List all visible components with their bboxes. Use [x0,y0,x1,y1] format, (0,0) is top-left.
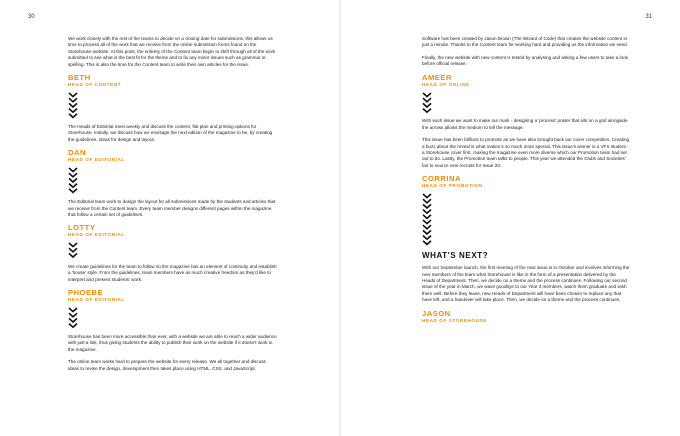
chevron-down-icon [423,98,431,102]
chevron-stack-svg [68,307,78,330]
chevron-down-icon [69,179,77,183]
corrina-role: HEAD OF PROMOTION [422,183,483,189]
chevron-down-icon [423,210,431,214]
chevron-stack-svg [422,92,432,115]
right-page [340,0,680,436]
whats-next-heading: WHAT'S NEXT? [422,251,489,261]
chevron-down-icon [69,114,77,118]
corrina-name: CORRINA [422,174,461,184]
online-text: The online team works hard to prepare the website for every release. We all together and discuss ideas to revise the design, development then takes place using HTML, CSS, and JavaScript. [68,359,266,371]
chevron-down-icon [69,98,77,102]
guidelines-text: We create guidelines for the team to follow so the magazine has an element of continuity and establish a 'house' style. From the guidelines, team members have as much creative freedom as they'd like to interpret and present students' work. [68,264,277,282]
dan-name: DAN [68,148,86,158]
chevron-stack-1 [68,92,278,120]
chevron-down-icon [423,199,431,203]
chevron-stack-2 [68,167,278,195]
chevron-down-icon [69,168,77,172]
chevron-down-icon [423,93,431,97]
lotty-role: HEAD OF EDITORIAL [68,232,125,238]
chevron-down-icon [423,225,431,229]
dan-role: HEAD OF EDITORIAL [68,157,125,163]
beth-name: BETH [68,73,91,83]
page-number-left: 30 [28,14,35,20]
ameer-name: AMEER [422,72,452,82]
jason-role: HEAD OF STOREHOUSE [422,317,487,323]
chevron-down-icon [423,215,431,219]
jason-name: JASON [422,308,451,318]
chevron-down-icon [423,205,431,209]
software-text: Software has been created by Jason Brown (The Wizard of Code) that creates the website content in just a minute. Thanks to the Content team for working hard and providing us the information we need. [422,36,628,48]
chevron-stack-svg [68,242,78,260]
chevron-down-icon [423,241,431,245]
left-column [68,36,278,378]
chevron-down-icon [69,249,77,253]
finally-text: Finally, the new website with new content is tested by analysing and asking a few users to take a look before official release. [422,54,628,67]
chevron-down-icon [69,243,77,247]
chevron-down-icon [69,324,77,328]
chevron-stack-4 [68,307,278,330]
ameer-role: HEAD OF ONLINE [422,81,470,87]
chevron-stack-svg [422,193,432,247]
chevron-stack-5 [422,92,630,115]
layout-text: The Editorial team work to design the layout for all submissions made by the students and articles that we receive from the Content team. Every team member designs different pages within the magazine that follow a certain set of guidelines. [68,199,276,218]
page-number-right: 31 [645,14,652,20]
chevron-down-icon [423,194,431,198]
chevron-stack-svg [68,167,78,195]
phoebe-role: HEAD OF EDITORIAL [68,297,125,303]
chevron-down-icon [69,319,77,323]
chevron-stack-6 [422,193,630,247]
chevron-down-icon [69,184,77,188]
chevron-down-icon [69,254,77,258]
chevron-down-icon [69,103,77,107]
right-column [422,36,630,328]
chevron-stack-3 [68,242,278,260]
chevron-stack-svg [68,92,78,120]
chevron-down-icon [423,108,431,112]
poster-text: With each issue we want to make our mark - designing a 'process' poster that sits on a grid alongside the arrows allows the medium to tell the message. [422,118,628,130]
content-intro-text: We work closely with the rest of the teams to decide on a closing date for submissions, this allows us time to process all of the work that we receive from the online submission forms found on the Storehouse website. At this point, the entirety of the Content team begin to shift through all of the work submitted to see what is the best fit for the theme and to fix any minor issues such as grammar or spelling. This is also the time for the Content team to write their own articles for the issue. [68,36,276,67]
chevron-down-icon [69,308,77,312]
editorial-text: The Heads of Editorial meet weekly and discuss the content, flat plan and printing options for Storehouse. Initially, we discuss how we envisage the next edition of the magazine to be, by creating the guidelines, ideas for design and layout. [68,124,273,142]
chevron-down-icon [69,173,77,177]
whats-next-text: With our September launch, the first meeting of the next issue is in October and involves informing the new members of the team what Storehouse is like in the form of a presentation delivered by the Heads of Department. Then, we decide on a theme and the process continues. Following our second issue of the year in March, we wave goodbye to our Year 3 members, watch them graduate and wish them well. Before they leave, new Heads of Department will have been chosen to replace any that have left, and a handover will take place. Then, we decide on a theme and the process continues. [422,265,630,303]
chevron-down-icon [69,313,77,317]
phoebe-name: PHOEBE [68,288,104,298]
chevron-down-icon [423,236,431,240]
chevron-down-icon [69,109,77,113]
chevron-down-icon [423,231,431,235]
chevron-down-icon [423,103,431,107]
lotty-name: LOTTY [68,223,96,233]
accessible-text: Storehouse has been more accessible than ever, with a website we are able to reach a wider audience with just a link, thus giving students the ability to publish their work on the website if it doesn't work in the magazine. [68,334,277,352]
chevron-down-icon [69,93,77,97]
promotion-text: This issue has been brilliant to promote as we have also brought back our cover competition. Creating a buzz about the reveal is what makes it so much more special. This issue's winner is a VFX student - a Storehouse cover first, making the magazine even more diverse which our Promotion team had set out to do. Lastly, the Promotion team talks to people. This year we attended the Clubs and Societies' fair to source new recruits for Issue 20. [422,137,630,168]
chevron-down-icon [69,189,77,193]
beth-role: HEAD OF CONTENT [68,82,122,88]
chevron-down-icon [423,220,431,224]
